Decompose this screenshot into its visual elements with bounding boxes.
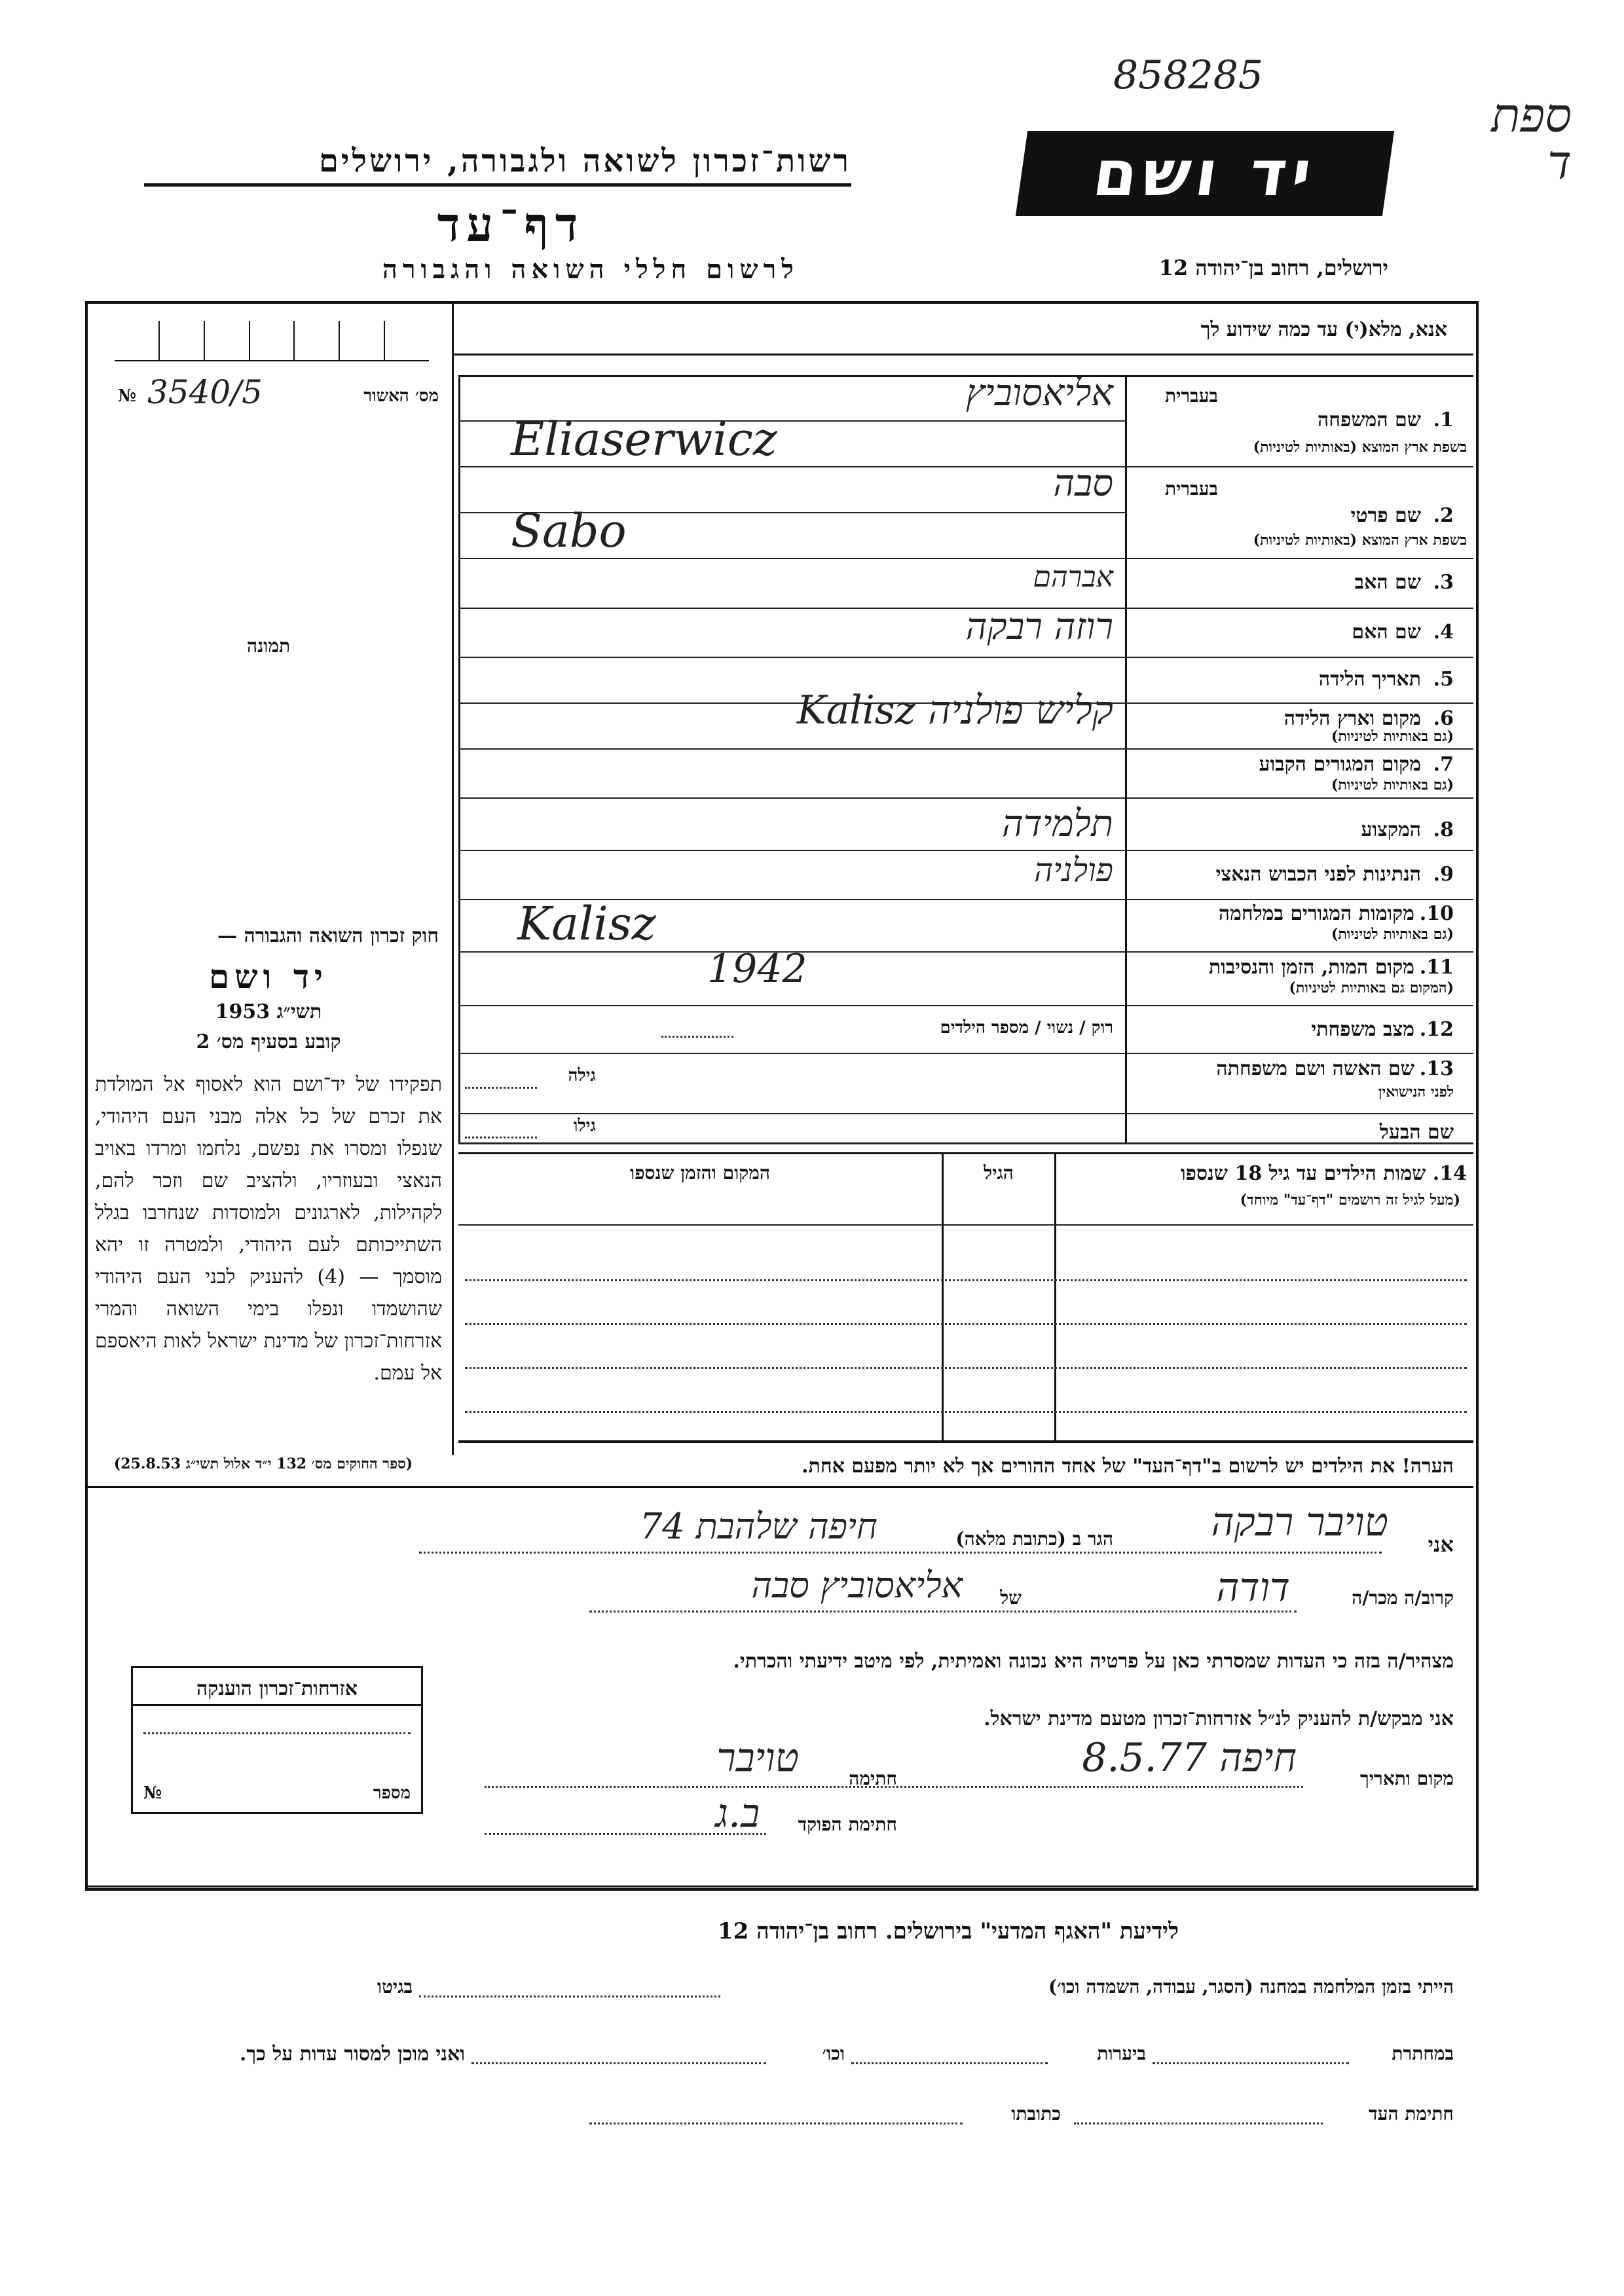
- memorial-number-label: מספר: [373, 1783, 411, 1803]
- children-bottom: [458, 1440, 1473, 1443]
- field-9-num: 9.: [1433, 863, 1454, 886]
- field-7-label: מקום המגורים הקבוע: [1259, 753, 1421, 776]
- field-6-num: 6.: [1433, 707, 1454, 730]
- logo-text: יד ושם: [1088, 137, 1321, 210]
- signature-label: חתימה: [849, 1768, 897, 1789]
- declarant-relation-label: קרוב/ה מכר/ה: [1352, 1587, 1454, 1609]
- bottom-forests: ביערות: [1097, 2043, 1146, 2064]
- field-4-label: שם האם: [1352, 621, 1421, 644]
- field-6-label: מקום וארץ הלידה: [1283, 707, 1421, 730]
- field-4-num: 4.: [1433, 621, 1454, 644]
- address: ירושלים, רחוב בן־יהודה 12: [1158, 255, 1388, 280]
- field-7-sub: (גם באותיות לטיניות): [1331, 776, 1454, 793]
- field-11-value: 1942: [707, 946, 807, 992]
- field-6-value: קליש פולניה Kalisz: [796, 687, 1113, 733]
- field-4-value: רוזה רבקה: [965, 606, 1113, 648]
- children-sub: (מעל לגיל זה רושמים "דף־עד" מיוחד): [1240, 1192, 1460, 1209]
- field-8-label: המקצוע: [1361, 818, 1421, 841]
- children-top: [458, 1152, 1473, 1154]
- field-3-label: שם האב: [1354, 571, 1421, 594]
- form-title: דף־עד: [437, 196, 585, 252]
- memorial-title: אזרחות־זכרון הוענקה: [133, 1668, 421, 1706]
- place-date: חיפה 8.5.77: [1082, 1735, 1297, 1781]
- field-2-value-he: סבה: [1053, 462, 1113, 505]
- bottom-address-fill: [589, 2123, 963, 2124]
- note: הערה! את הילדים יש לרשום ב"דף־העד" של אחד ההורים אך לא יותר מפעם אחת.: [802, 1455, 1454, 1478]
- field-1-value-lat: Eliaserwicz: [511, 412, 777, 466]
- field-8-value: תלמידה: [1002, 803, 1113, 845]
- field-12-label: מצב משפחתי: [1311, 1018, 1414, 1041]
- bottom-ghetto: בגיטו: [377, 1976, 413, 1997]
- archive-number: 858285: [1113, 52, 1264, 98]
- memorial-no-prefix: №: [143, 1783, 162, 1803]
- signature: טויבר: [716, 1735, 799, 1781]
- left-divider: [452, 302, 454, 1455]
- bottom-witness-sig: חתימת העד: [1369, 2103, 1454, 2124]
- label-divider: [1125, 375, 1127, 1142]
- logo: [1016, 131, 1394, 216]
- children-col-place: המקום והזמן שנספו: [630, 1162, 770, 1184]
- declarant-of: אליאסוביץ סבה: [751, 1565, 963, 1606]
- signature-line: [485, 1786, 1303, 1788]
- law-source: (ספר החוקים מס׳ 132 י״ד אלול תשי״ג 25.8.53): [113, 1455, 413, 1472]
- field-9-value: פולניה: [1033, 851, 1113, 889]
- bottom-etc: וכו׳: [822, 2043, 845, 2064]
- bottom-underground-fill: [1153, 2062, 1349, 2064]
- bottom-etc-fill: [471, 2062, 766, 2064]
- law-text: תפקידו של יד־ושם הוא לאסוף אל המולדת את זכרם של כל אלה מבני העם היהודי, שנפלו ומסרו את נפשם, נלחמו ומרדו באויב הנאצי ובעוזריו, ולהציב שם וזכר להם, לקהילות, לארגונים ולמוסדות שנחרבו בגלל השתייכותם לעם היהודי, ולמטרה זו יהא מוסמך — (4) להעניק לבני העם היהודי שהושמדו ונפלו בימי השואה והמרי אזרחות־זכרון של מדינת ישראל לאות היאספם אל עמם.: [95, 1073, 442, 1385]
- field-1-sub: בשפת ארץ המוצא (באותיות לטיניות): [1253, 439, 1467, 456]
- field-1-value-he: אליאסוביץ: [965, 372, 1113, 414]
- field-2-value-lat: Sabo: [511, 504, 627, 558]
- field-11-num: 11.: [1419, 956, 1454, 979]
- officer-signature: ב.ג: [715, 1791, 760, 1836]
- children-rows: [465, 1237, 1467, 1413]
- law-clause: קובע בסעיף מס׳ 2: [196, 1030, 341, 1053]
- declarant-of-label: של: [1000, 1587, 1022, 1609]
- declarant-relation-line: [589, 1611, 1297, 1613]
- form-subtitle: לרשום חללי השואה והגבורה: [382, 254, 799, 285]
- field-13-label: שם האשה ושם משפחתה: [1216, 1057, 1414, 1080]
- declarant-address-label: הגר ב (כתובת מלאה): [955, 1528, 1113, 1550]
- field-8-num: 8.: [1433, 818, 1454, 841]
- request-text: אני מבקש/ת להעניק לנ״ל אזרחות־זכרון מטעם מדינת ישראל.: [984, 1707, 1454, 1730]
- field-7-num: 7.: [1433, 753, 1454, 776]
- law-name: יד ושם: [209, 957, 328, 996]
- field-10-num: 10.: [1419, 902, 1454, 925]
- field-3-num: 3.: [1433, 571, 1454, 594]
- law-year: תשי״ג 1953: [215, 1000, 322, 1023]
- field-13-age-label: גילה: [568, 1066, 596, 1085]
- husband-age-label: גילו: [573, 1116, 596, 1136]
- field-10-sub: (גם באותיות לטיניות): [1331, 926, 1454, 943]
- bottom-address: כתובתו: [1011, 2103, 1061, 2124]
- field-9-label: הנתינות לפני הכבוש הנאצי: [1215, 863, 1421, 886]
- field-6-sub: (גם באותיות לטיניות): [1331, 728, 1454, 745]
- note-bottom: [85, 1486, 1473, 1488]
- approval-boxes: [115, 321, 429, 361]
- field-11-label: מקום המות, הזמן והנסיבות: [1208, 956, 1414, 979]
- declarant-relation: דודה: [1216, 1565, 1290, 1611]
- field-13-sub: לפני הנישואין: [1378, 1084, 1454, 1101]
- place-date-label: מקום ותאריך: [1359, 1768, 1454, 1789]
- approval-no-prefix: №: [118, 386, 137, 406]
- field-1-label: שם המשפחה: [1317, 409, 1421, 431]
- intro-text: אנא, מלא(י) עד כמה שידוע לך: [1200, 318, 1447, 341]
- field-2-label: שם פרטי: [1350, 504, 1421, 527]
- field-10-label: מקומות המגורים במלחמה: [1218, 902, 1414, 925]
- declarant-address-line: [419, 1552, 1382, 1554]
- field-12-children-line: [661, 1036, 733, 1038]
- declarant-name: טויבר רבקה: [1211, 1499, 1388, 1545]
- field-2-tag: בעברית: [1164, 478, 1218, 500]
- field-11-sub: (המקום גם באותיות לטיניות): [1289, 979, 1454, 996]
- bottom-divider: [85, 1886, 1473, 1887]
- field-1-tag: בעברית: [1164, 385, 1218, 407]
- field-1-num: 1.: [1433, 409, 1454, 431]
- children-col-age: הגיל: [984, 1162, 1014, 1184]
- intro-line: [454, 354, 1473, 355]
- approval-value: 3540/5: [147, 373, 263, 411]
- memorial-box: [131, 1666, 423, 1814]
- children-label: 14. שמות הילדים עד גיל 18 שנספו: [1180, 1162, 1467, 1185]
- husband-label: שם הבעל: [1379, 1121, 1454, 1144]
- law-title: חוק זכרון השואה והגבורה —: [217, 924, 439, 947]
- husband-age-line: [465, 1137, 537, 1139]
- bottom-ready: ואני מוכן למסור עדות על כך.: [239, 2043, 465, 2066]
- officer-label: חתימת הפוקד: [798, 1813, 897, 1835]
- bottom-underground: במחתרת: [1392, 2043, 1454, 2064]
- org-name: רשות־זכרון לשואה ולגבורה, ירושלים: [144, 143, 851, 187]
- field-13-num: 13.: [1419, 1057, 1454, 1080]
- officer-line: [485, 1833, 766, 1835]
- bottom-title: לידיעת "האגף המדעי" בירושלים. רחוב בן־יהודה 12: [718, 1918, 1179, 1944]
- bottom-line1: הייתי בזמן המלחמה במחנה (הסגר, עבודה, השמדה וכו׳): [1048, 1976, 1454, 1997]
- field-5-label: תאריך הלידה: [1318, 668, 1421, 691]
- field-10-value: Kalisz: [517, 897, 656, 951]
- field-12-options: רוק / נשוי / מספר הילדים: [940, 1018, 1113, 1038]
- bottom-forests-fill: [851, 2062, 1048, 2064]
- bottom-line1-fill: [419, 1995, 720, 1997]
- bottom-witness-fill: [1074, 2123, 1323, 2124]
- declarant-i-label: אני: [1428, 1532, 1454, 1557]
- photo-label: תמונה: [246, 635, 291, 657]
- approval-label: מס׳ האשור: [363, 386, 439, 406]
- field-13-age-line: [465, 1087, 537, 1089]
- corner-mark: ספת ד: [1491, 88, 1572, 190]
- field-3-value: אברהם: [1033, 560, 1113, 594]
- values-left-edge: [458, 375, 460, 1142]
- field-5-num: 5.: [1433, 668, 1454, 691]
- declarant-address: חיפה שלהבת 74: [639, 1506, 877, 1547]
- field-12-num: 12.: [1419, 1018, 1454, 1041]
- field-2-num: 2.: [1433, 504, 1454, 527]
- field-2-sub: בשפת ארץ המוצא (באותיות לטיניות): [1253, 532, 1467, 549]
- declaration-text: מצהיר/ה בזה כי העדות שמסרתי כאן על פרטיה היא נכונה ואמיתית, לפי מיטב ידיעתי והכרתי.: [733, 1650, 1454, 1673]
